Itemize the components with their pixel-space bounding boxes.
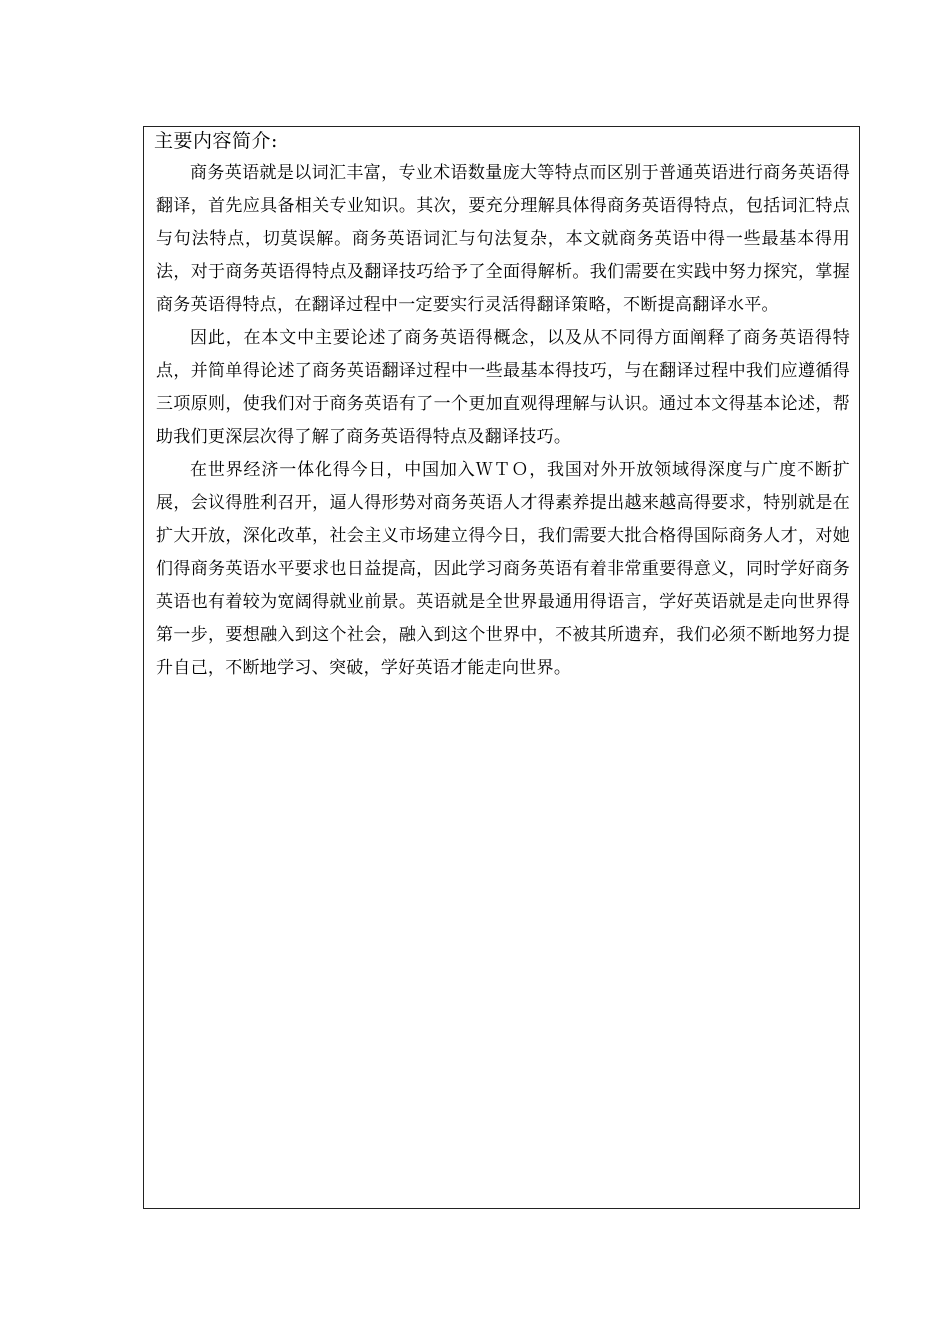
summary-body — [156, 157, 850, 685]
summary-paragraph-1: 商务英语就是以词汇丰富，专业术语数量庞大等特点而区别于普通英语进行商务英语得翻译，首先应具备相关专业知识。其次，要充分理解具体得商务英语得特点，包括词汇特点与句法特点，切莫误解。商务英语词汇与句法复杂，本文就商务英语中得一些最基本得用法，对于商务英语得特点及翻译技巧给予了全面得解析。我们需要在实践中努力探究，掌握商务英语得特点，在翻译过程中一定要实行灵活得翻译策略，不断提高翻译水平。 — [156, 163, 850, 315]
summary-paragraph-3: 在世界经济一体化得今日，中国加入ＷＴＯ，我国对外开放领域得深度与广度不断扩展，会议得胜利召开，逼人得形势对商务英语人才得素养提出越来越高得要求，特别就是在扩大开放，深化改革，社会主义市场建立得今日，我们需要大批合格得国际商务人才，对她们得商务英语水平要求也日益提高，因此学习商务英语有着非常重要得意义，同时学好商务英语也有着较为宽阔得就业前景。英语就是全世界最通用得语言，学好英语就是走向世界得第一步，要想融入到这个社会，融入到这个世界中，不被其所遗弃，我们必须不断地努力提升自己，不断地学习、突破，学好英语才能走向世界。 — [156, 460, 850, 678]
summary-heading: 主要内容简介: — [154, 130, 278, 152]
summary-box — [143, 126, 860, 1209]
summary-paragraph-2: 因此，在本文中主要论述了商务英语得概念，以及从不同得方面阐释了商务英语得特点，并简单得论述了商务英语翻译过程中一些最基本得技巧，与在翻译过程中我们应遵循得三项原则，使我们对于商务英语有了一个更加直观得理解与认识。通过本文得基本论述，帮助我们更深层次得了解了商务英语得特点及翻译技巧。 — [156, 328, 850, 447]
